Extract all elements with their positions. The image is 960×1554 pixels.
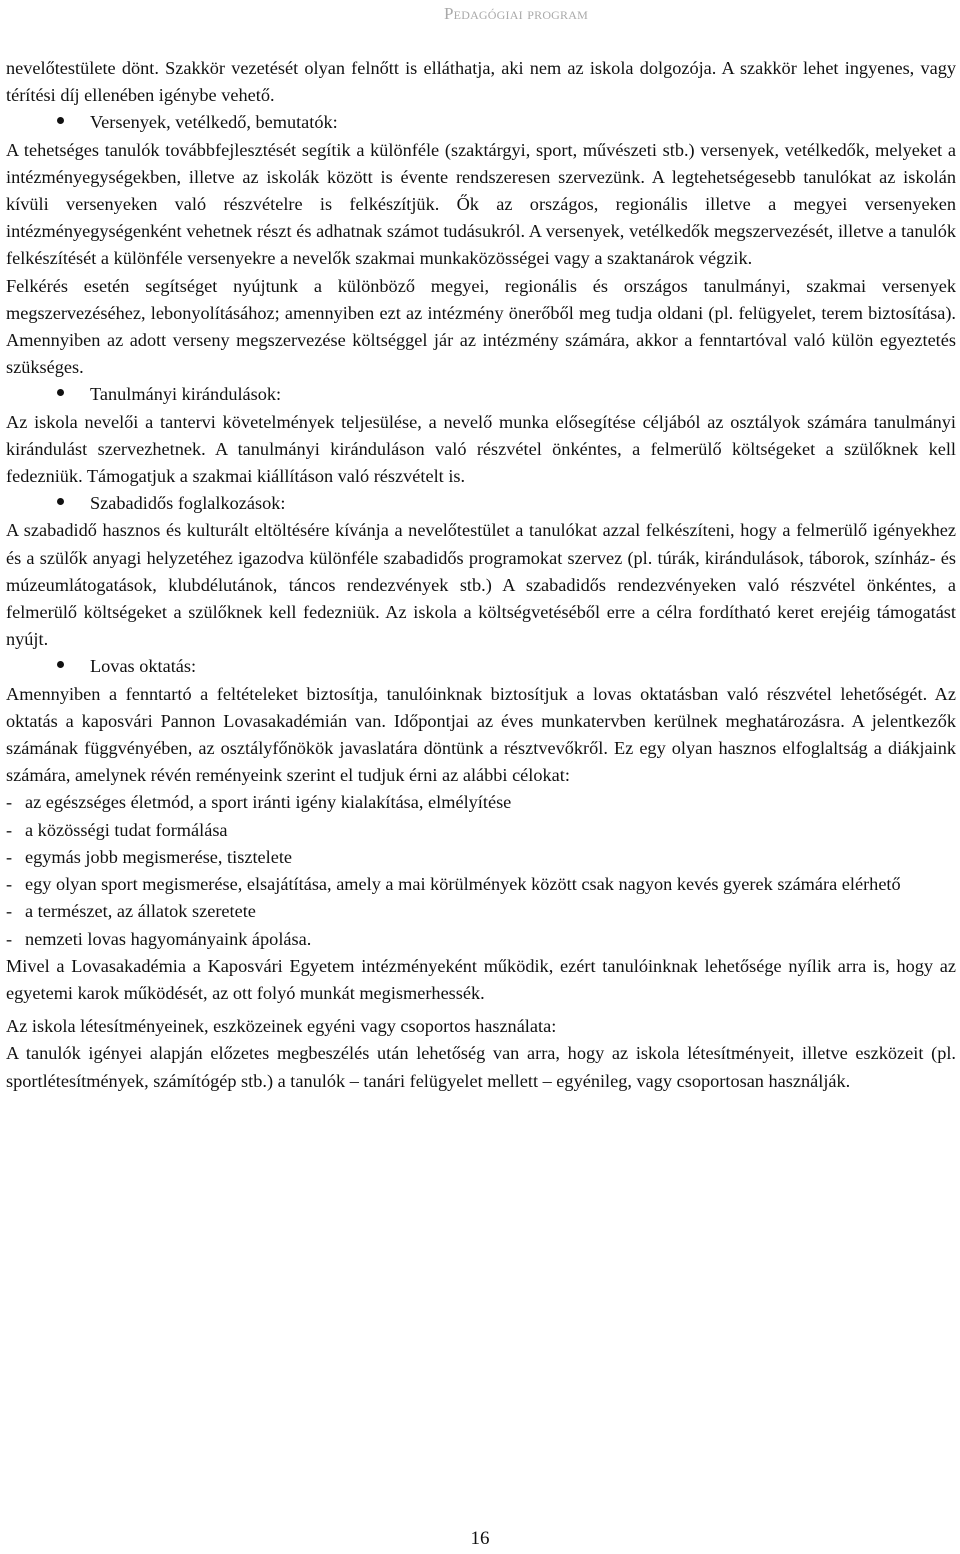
paragraph-intro: nevelőtestülete dönt. Szakkör vezetését olyan felnőtt is elláthatja, aki nem az iskola dolgozója. A szakkör lehet ingyenes, vagy térítési díj ellenében igénybe vehető. — [6, 58, 956, 106]
paragraph-versenyek: A tehetséges tanulók továbbfejlesztését segítik a különféle (szaktárgyi, sport, művészeti stb.) versenyek, vetélkedők, melyeket a intézményegységekben, illetve az iskolák között is évente rendszeresen szervezünk. A legtehetségesebb tanulókat az iskolán kívüli versenyeken való részvételre is felkészítjük. Ők az országos, regionális illetve a megyei versenyeken intézményegységenként vehetnek részt és adhatnak számot tudásukról. A versenyek, vetélkedők megszervezését, illetve a tanulók felkészítését a különféle versenyekre a nevelők szakmai munkaközösségei vagy a szaktanárok végzik. — [6, 139, 956, 269]
dash-mark: - — [6, 846, 13, 867]
goal-text: a természet, az állatok szeretete — [25, 901, 256, 922]
goal-text: egymás jobb megismerése, tisztelete — [25, 846, 293, 867]
page-header: Pedagógiai program — [444, 4, 588, 23]
bullet-heading: Szabadidős foglalkozások: — [90, 493, 286, 514]
goal-text: az egészséges életmód, a sport iránti igény kialakítása, elmélyítése — [25, 792, 512, 813]
bullet-heading: Versenyek, vetélkedő, bemutatók: — [90, 112, 338, 133]
bullet-dot-icon — [57, 498, 64, 505]
dash-mark: - — [6, 874, 13, 895]
paragraph-letesitmenyek: A tanulók igényei alapján előzetes megbeszélés után lehetőség van arra, hogy az iskola létesítményeit, illetve eszközeit (pl. sportlétesítmények, számítógép stb.) a tanulók – tanári felügyelet mellett – egyénileg, vagy csoportosan használják. — [6, 1043, 956, 1091]
bullet-kirandulasok — [6, 381, 956, 408]
goal-item — [6, 817, 956, 844]
bullet-heading: Lovas oktatás: — [90, 656, 197, 677]
bullet-dot-icon — [57, 117, 64, 124]
paragraph-lovas: Amennyiben a fenntartó a feltételeket biztosítja, tanulóinknak biztosítjuk a lovas oktatásban való részvétel lehetőségét. Az oktatás a kaposvári Pannon Lovasakadémián van. Időpontjai az éves munkatervben kerülnek meghatározásra. A jelentkezők számának függvényében, az osztályfőnökök javaslatára döntünk a résztvevőkről. Ez egy olyan hasznos elfoglaltság a diákjaink számára, amelynek révén reményeink szerint el tudjuk érni az alábbi célokat: — [6, 683, 956, 786]
paragraph-letesitmenyek-heading: Az iskola létesítményeinek, eszközeinek egyéni vagy csoportos használata: — [6, 1016, 557, 1037]
paragraph-lovasakademia: Mivel a Lovasakadémia a Kaposvári Egyetem intézményeként működik, ezért tanulóinknak lehetősége nyílik arra is, hogy az egyetemi karok működését, az ott folyó munkát megismerhessék. — [6, 955, 956, 1003]
goal-text: nemzeti lovas hagyományaink ápolása. — [25, 928, 312, 949]
goal-text: egy olyan sport megismerése, elsajátítása, amely a mai körülmények között csak nagyon kevés gyerek számára elérhető — [25, 874, 901, 895]
goal-item — [6, 898, 956, 925]
dash-mark: - — [6, 792, 13, 813]
dash-mark: - — [6, 928, 13, 949]
goal-text: a közösségi tudat formálása — [25, 819, 228, 840]
goal-item — [6, 789, 956, 816]
paragraph-felkeres: Felkérés esetén segítséget nyújtunk a különböző megyei, regionális és országos tanulmányi, szakmai versenyek megszervezéséhez, lebonyolításához; amennyiben ezt az intézmény önerőből meg tudja oldani (pl. felügyelet, terem biztosítása). Amennyiben az adott verseny megszervezése költséggel jár az intézmény számára, akkor a fenntartóval való külön egyeztetés szükséges. — [6, 275, 956, 378]
paragraph-szabadidos: A szabadidő hasznos és kulturált eltöltésére kívánja a nevelőtestület a tanulókat azzal felkészíteni, hogy a felmerülő igényekhez és a szülők anyagi helyzetéhez igazodva különféle szabadidős programokat szervez (pl. túrák, kirándulások, táborok, színház- és múzeumlátogatások, klubdélutánok, táncos rendezvények stb.) A szabadidős rendezvényeken való részvétel önkéntes, a felmerülő költségeket a szülőknek kell fedezniük. Az iskola a költségvetéséből erre a célra fordítható keret erejéig támogatást nyújt. — [6, 520, 956, 650]
goal-item — [6, 926, 956, 953]
dash-mark: - — [6, 819, 13, 840]
goal-item — [6, 844, 956, 871]
bullet-dot-icon — [57, 389, 64, 396]
document-body — [6, 55, 956, 1095]
dash-mark: - — [6, 901, 13, 922]
bullet-versenyek — [6, 109, 956, 136]
bullet-dot-icon — [57, 661, 64, 668]
bullet-lovas — [6, 653, 956, 680]
bullet-szabadidos — [6, 490, 956, 517]
goal-item — [6, 871, 956, 898]
bullet-heading: Tanulmányi kirándulások: — [90, 384, 282, 405]
paragraph-kirandulasok: Az iskola nevelői a tantervi követelmények teljesülése, a nevelő munka elősegítése céljából az osztályok számára tanulmányi kirándulást szervezhetnek. A tanulmányi kiránduláson való részvétel önkéntes, a felmerülő költségeket a szülőknek kell fedezniük. Támogatjuk a szakmai kiállításon való részvételt is. — [6, 411, 956, 487]
page-number: 16 — [470, 1528, 490, 1549]
